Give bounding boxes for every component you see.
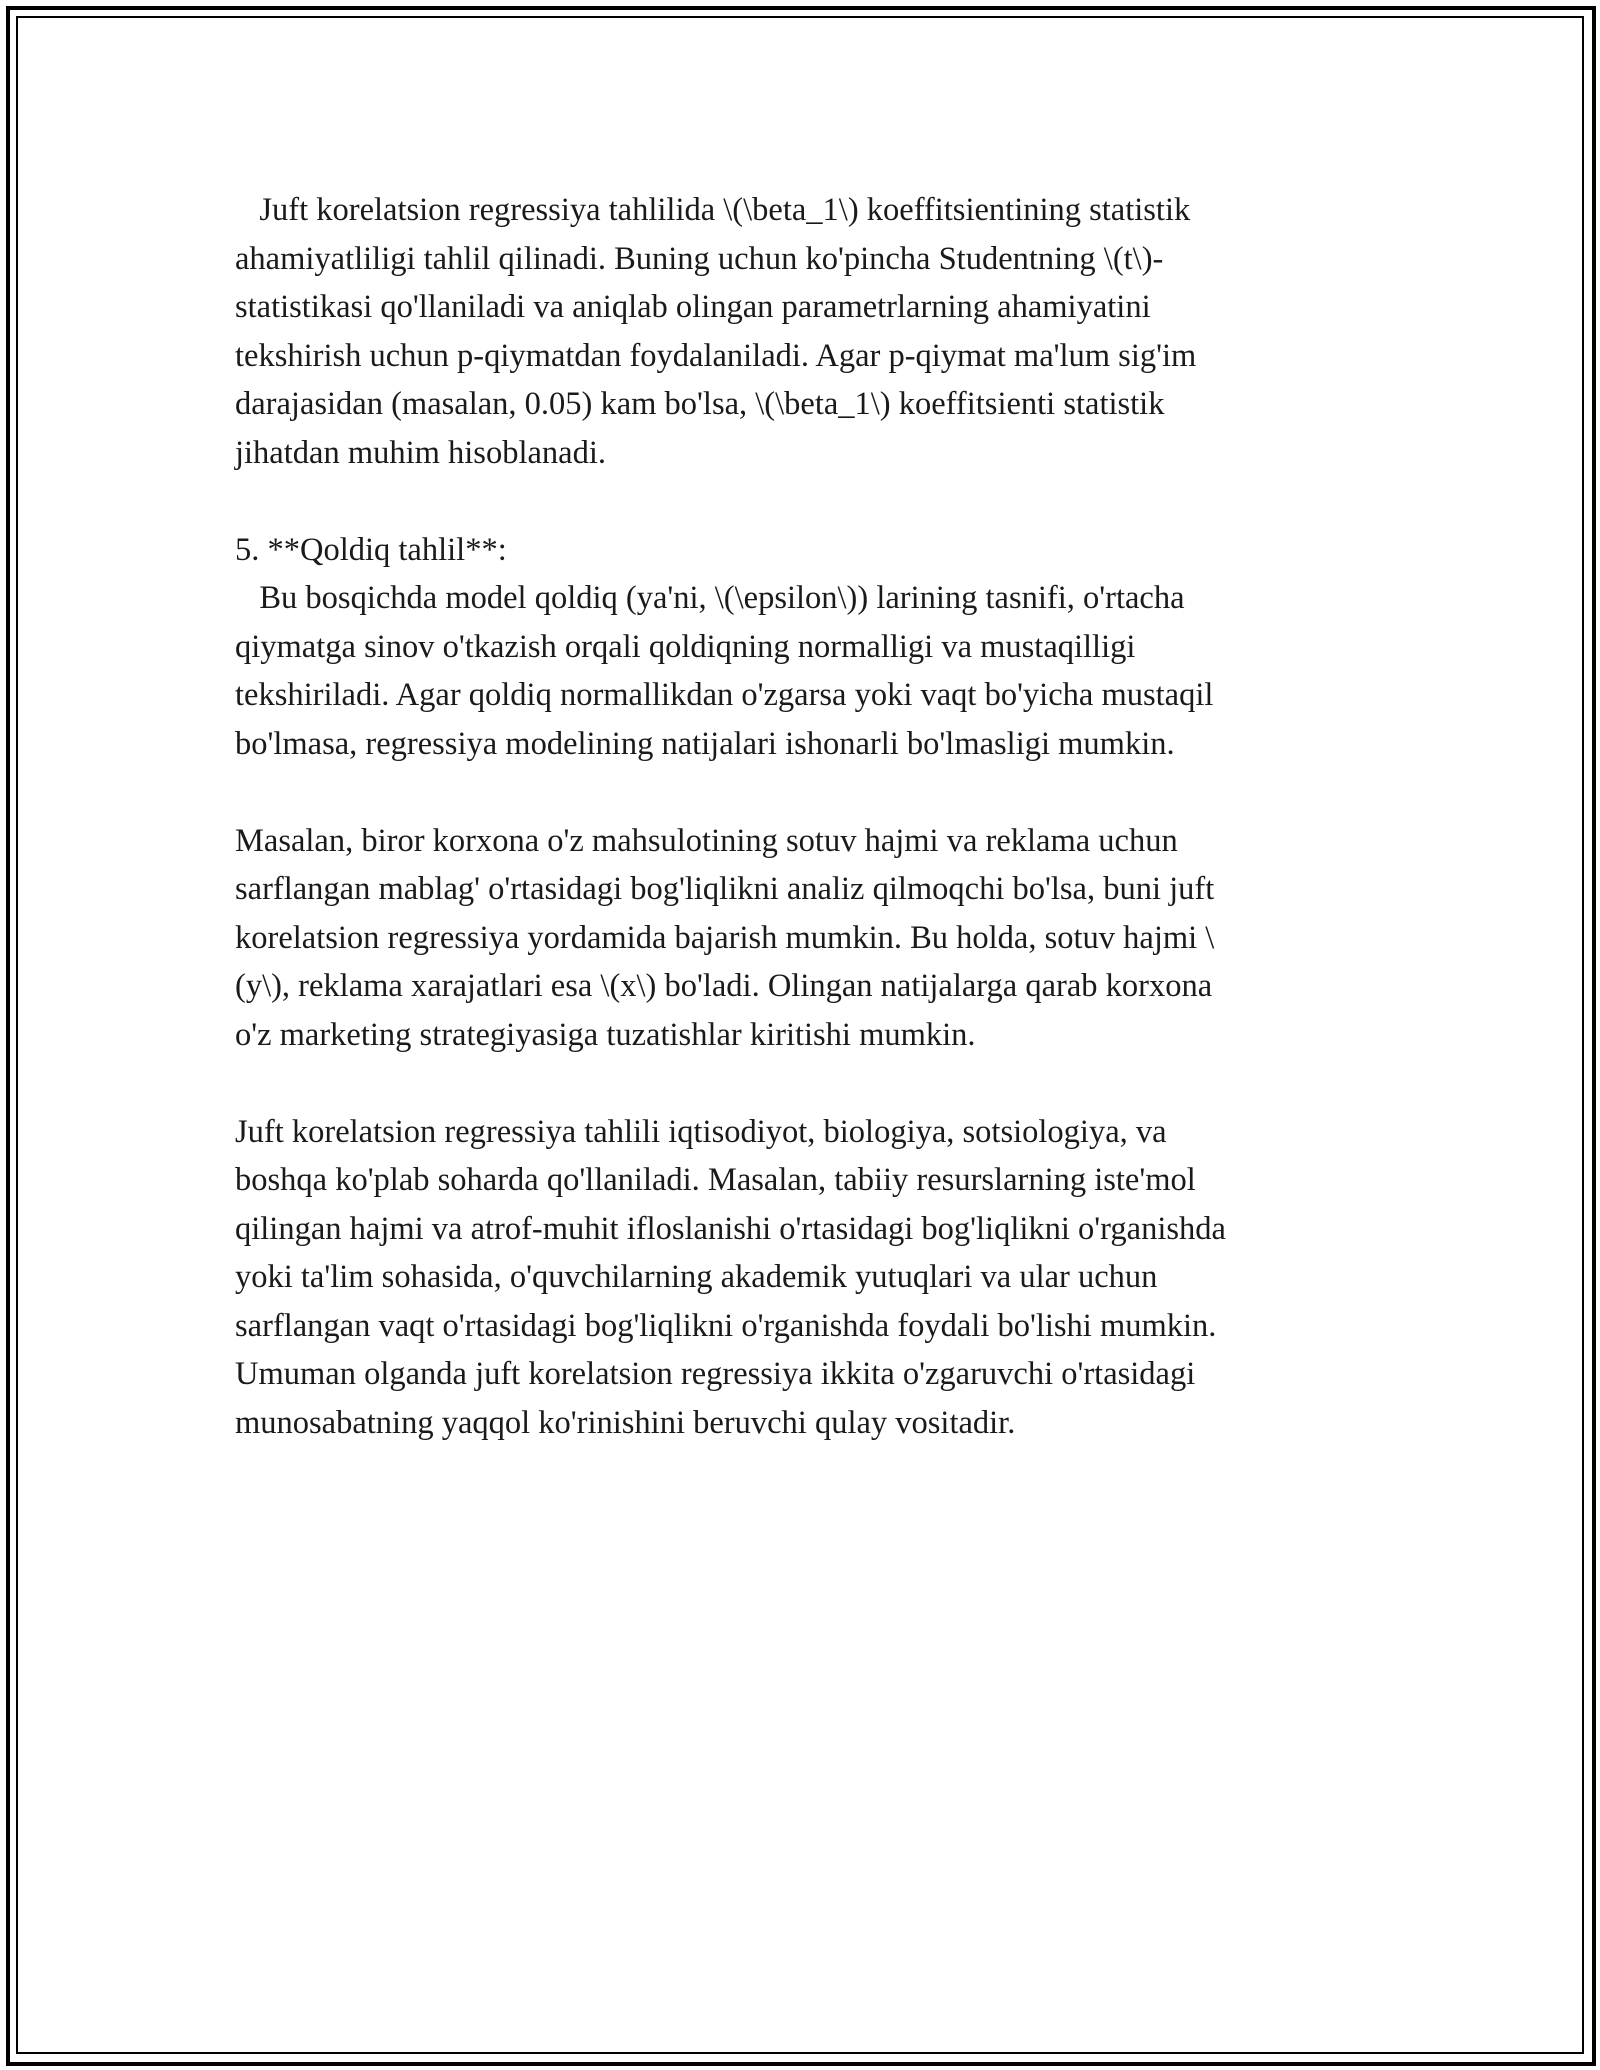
text-line: boshqa ko'plab soharda qo'llaniladi. Masalan, tabiiy resurslarning iste'mol — [235, 1162, 1196, 1198]
text-line: Juft korelatsion regressiya tahlilida \(\beta_1\) koeffitsientining statistik — [235, 192, 1191, 228]
text-line: Masalan, biror korxona o'z mahsulotining sotuv hajmi va reklama uchun — [235, 822, 1178, 859]
paragraph-spacer — [235, 477, 1365, 526]
text-line: sarflangan mablag' o'rtasidagi bog'liqlikni analiz qilmoqchi bo'lsa, buni juft — [235, 871, 1215, 907]
text-line: tekshirish uchun p-qiymatdan foydalaniladi. Agar p-qiymat ma'lum sig'im — [235, 337, 1197, 374]
paragraph-spacer — [235, 1059, 1365, 1108]
text-line: qiymatga sinov o'tkazish orqali qoldiqning normalligi va mustaqilligi — [235, 628, 1136, 665]
text-line: tekshiriladi. Agar qoldiq normallikdan o'zgarsa yoki vaqt bo'yicha mustaqil — [235, 677, 1214, 713]
text-line: Umuman olganda juft korelatsion regressiya ikkita o'zgaruvchi o'rtasidagi — [235, 1356, 1196, 1392]
text-line: (y\), reklama xarajatlari esa \(x\) bo'ladi. Olingan natijalarga qarab korxona — [235, 968, 1213, 1004]
text-line: darajasidan (masalan, 0.05) kam bo'lsa, \(\beta_1\) koeffitsienti statistik — [235, 386, 1165, 422]
text-line: sarflangan vaqt o'rtasidagi bog'liqlikni o'rganishda foydali bo'lishi mumkin. — [235, 1307, 1217, 1344]
text-line: yoki ta'lim sohasida, o'quvchilarning akademik yutuqlari va ular uchun — [235, 1259, 1158, 1295]
text-line: statistikasi qo'llaniladi va aniqlab olingan parametrlarning ahamiyatini — [235, 289, 1151, 325]
text-line: qilingan hajmi va atrof-muhit ifloslanishi o'rtasidagi bog'liqlikni o'rganishda — [235, 1210, 1226, 1247]
paragraph-example — [235, 817, 1365, 1060]
paragraph-spacer — [235, 768, 1365, 817]
text-line: munosabatning yaqqol ko'rinishini beruvchi qulay vositadir. — [235, 1404, 1016, 1441]
text-line: Juft korelatsion regressiya tahlili iqtisodiyot, biologiya, sotsiologiya, va — [235, 1113, 1167, 1150]
paragraph-beta-significance — [235, 186, 1365, 477]
text-line: korelatsion regressiya yordamida bajarish mumkin. Bu holda, sotuv hajmi \ — [235, 919, 1215, 956]
text-line: o'z marketing strategiyasiga tuzatishlar kiritishi mumkin. — [235, 1016, 976, 1053]
paragraph-residual-analysis — [235, 526, 1365, 769]
text-line: jihatdan muhim hisoblanadi. — [235, 434, 606, 471]
paragraph-applications — [235, 1108, 1365, 1448]
section-heading: 5. **Qoldiq tahlil**: — [235, 531, 507, 568]
text-line: Bu bosqichda model qoldiq (ya'ni, \(\epsilon\)) larining tasnifi, o'rtacha — [235, 580, 1185, 616]
text-line: bo'lmasa, regressiya modelining natijalari ishonarli bo'lmasligi mumkin. — [235, 725, 1175, 762]
document-body — [235, 186, 1365, 1447]
text-line: ahamiyatliligi tahlil qilinadi. Buning uchun ko'pincha Studentning \(t\)- — [235, 240, 1164, 277]
